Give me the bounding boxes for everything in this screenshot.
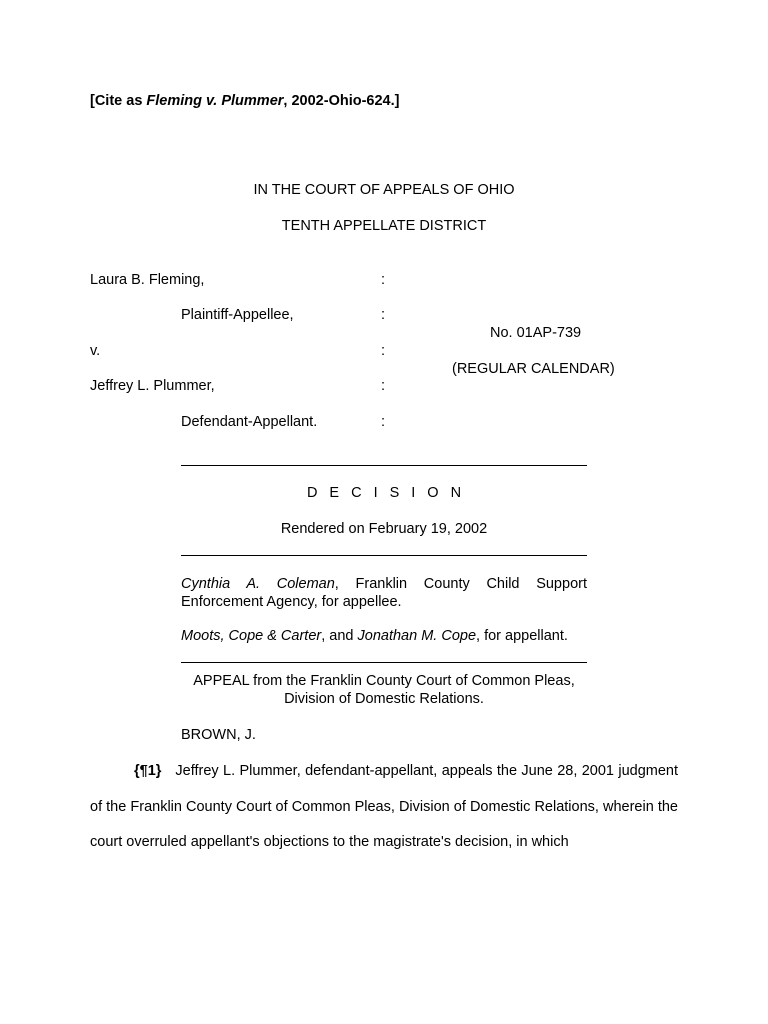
decision-heading: DECISION: [306, 485, 474, 501]
appeal-line-1: APPEAL from the Franklin County Court of Common Pleas,: [193, 673, 575, 689]
opinion-paragraph-1: [90, 754, 678, 861]
appeal-line-2: Division of Domestic Relations.: [284, 691, 484, 707]
appellee-counsel-detail: , Franklin County Child Support Enforcement Agency, for appellee.: [181, 576, 587, 610]
appellee-counsel: [181, 575, 587, 611]
judge-name: BROWN, J.: [181, 727, 256, 743]
caption-colon: :: [381, 307, 386, 323]
opinion-text: Jeffrey L. Plummer, defendant-appellant, appeals the June 28, 2001 judgment of the Franklin County Court of Common Pleas, Division of Domestic Relations, wherein the court overruled appellant's objections to the magistrate's decision, in which: [90, 763, 678, 850]
caption-colon: :: [381, 343, 386, 359]
court-name: IN THE COURT OF APPEALS OF OHIO: [253, 182, 515, 198]
citation-prefix: [Cite as: [90, 93, 147, 109]
rendered-date: Rendered on February 19, 2002: [280, 521, 488, 537]
citation: [90, 93, 399, 109]
defendant-name: Jeffrey L. Plummer,: [90, 378, 215, 394]
divider-middle: [181, 555, 587, 556]
caption-colon: :: [381, 272, 386, 288]
citation-case-name: Fleming v. Plummer: [146, 93, 284, 109]
defendant-role: Defendant-Appellant.: [181, 414, 318, 430]
appellant-counsel-detail: , for appellant.: [476, 628, 568, 644]
plaintiff-name: Laura B. Fleming,: [90, 272, 205, 288]
divider-top: [181, 465, 587, 466]
appellant-counsel-name: Jonathan M. Cope: [357, 628, 477, 644]
appellant-counsel: [181, 628, 568, 644]
caption-colon: :: [381, 414, 386, 430]
plaintiff-role: Plaintiff-Appellee,: [181, 307, 294, 323]
caption-colon: :: [381, 378, 386, 394]
appellee-counsel-name: Cynthia A. Coleman: [181, 576, 335, 592]
appellant-counsel-firm: Moots, Cope & Carter: [181, 628, 322, 644]
calendar-type: (REGULAR CALENDAR): [452, 361, 615, 377]
divider-bottom: [181, 662, 587, 663]
citation-suffix: , 2002-Ohio-624.]: [283, 93, 400, 109]
paragraph-mark: {¶1}: [134, 763, 162, 779]
court-district: TENTH APPELLATE DISTRICT: [281, 218, 487, 234]
versus: v.: [90, 343, 101, 359]
case-number: No. 01AP-739: [490, 325, 582, 341]
appellant-counsel-and: , and: [321, 628, 358, 644]
